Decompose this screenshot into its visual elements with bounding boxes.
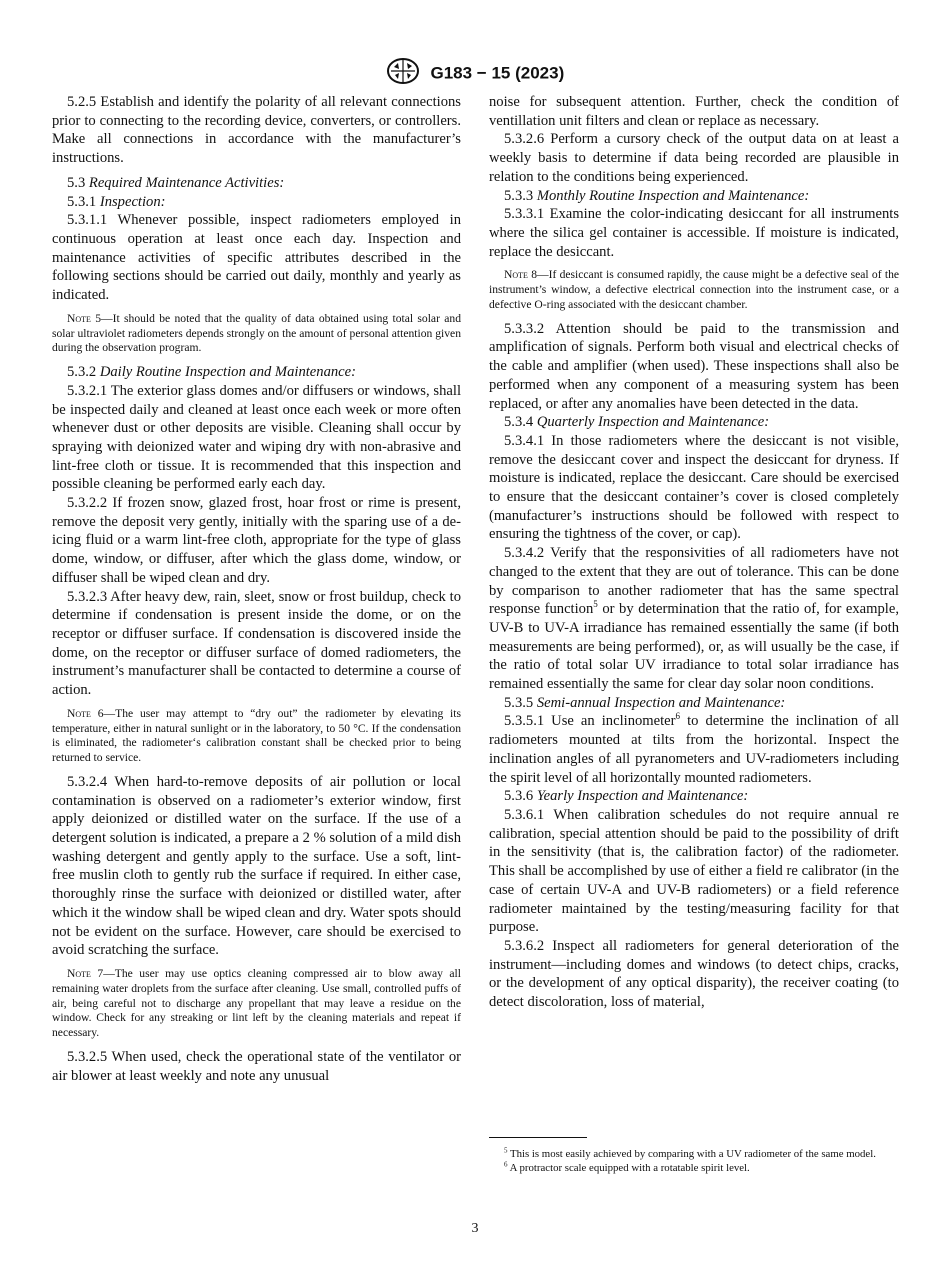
paragraph-5-3-2-4: 5.3.2.4 When hard-to-remove deposits of air pollution or local contamination is observed on a radiometer’s exterior window, first apply deionized or distilled water on the surface. If the use of a detergent solution is indicated, a prepare a 2 % solution of a mild dish washing detergent and gently apply to the surface. Use a soft, lint-free muslin cloth to gently rub the surface if required. In either case, thoroughly rinse the surface with deionized or distilled water, after which it the window shall be wiped clean and dry. Water spots should not be evident on the surface. However, care should be exercised to avoid scratching the surface. <box>52 773 461 959</box>
paragraph-5-3-2-5-continued: noise for subsequent attention. Further, check the condition of ventillation unit filters and clean or replace as necessary. <box>489 94 899 129</box>
footnote-ref-5: 5 <box>593 599 598 610</box>
paragraph-5-3-4-1: 5.3.4.1 In those radiometers where the desiccant is not visible, remove the desiccant cover and inspect the desiccant for dryness. If moisture is indicated, replace the desiccant. Care should be exercised to ensure that the desiccant container’s cover is closed completely (manufacturer’s instructions should be followed with respect to ensuring the tightness of the cover, or cap). <box>489 432 899 543</box>
paragraph-5-3-3-2: 5.3.3.2 Attention should be paid to the transmission and amplification of signals. Perform both visual and electrical checks of the cable and amplifier (when used). These inspections shall also be performed when any component of a measuring system has been replaced, or after any anomalies have been detected in the data. <box>489 320 899 412</box>
page-number: 3 <box>471 1221 479 1236</box>
footnote-divider <box>489 1137 587 1138</box>
paragraph-5-3-6-2: 5.3.6.2 Inspect all radiometers for general deterioration of the instrument—including domes and windows (to detect chips, cracks, or the development of any optical disparity), the receiver coating (to detect discoloration, loss of material, <box>489 937 899 1011</box>
left-column <box>52 93 461 1085</box>
paragraph-5-3-2-1: 5.3.2.1 The exterior glass domes and/or diffusers or windows, shall be inspected daily and cleaned at least once each week or more often whenever dust or other deposits are visible. Cleaning shall occur by spraying with deionized water and wiping dry with non-abrasive and lint-free cloth or tissue. It is recommended that this inspection and possible cleaning be performed early each day. <box>52 382 461 493</box>
note-5: Note 5—It should be noted that the quality of data obtained using total solar and solar ultraviolet radiometers depends strongly on the amount of personal attention given during the observation program. <box>52 311 461 355</box>
section-5-3-1-heading: 5.3.1 Inspection: <box>67 193 166 210</box>
section-5-3-2-heading: 5.3.2 Daily Routine Inspection and Maintenance: <box>67 364 356 381</box>
note-7: Note 7—The user may use optics cleaning compressed air to blow away all remaining water droplets from the surface after cleaning. Use small, controlled puffs of air, being careful not to discharge any propellant that may leave a residue on the window. Check for any streaking or lint left by the cleaning materials and repeat if necessary. <box>52 967 461 1040</box>
paragraph-5-2-5: 5.2.5 Establish and identify the polarity of all relevant connections prior to connecting to the recording device, converters, or controllers. Make all connections in accordance with the manufacturer’s instructions. <box>52 94 461 167</box>
note-6: Note 6—The user may attempt to “dry out” the radiometer by elevating its temperature, either in natural sunlight or in the laboratory, to 50 °C. If the condensation is eliminated, the radiometer‘s calibration constant shall be checked prior to being returned to service. <box>52 706 461 765</box>
paragraph-5-3-2-5: 5.3.2.5 When used, check the operational state of the ventilator or air blower at least weekly and note any unusual <box>52 1048 461 1084</box>
paragraph-5-3-2-6: 5.3.2.6 Perform a cursory check of the output data on at least a weekly basis to determine if data being recorded are plausible in relation to the conditions being experienced. <box>489 131 899 185</box>
paragraph-5-3-1-1: 5.3.1.1 Whenever possible, inspect radiometers employed in continuous operation at least once each day. Inspection and maintenance activities of specific attributes described in the following sections should be carried out daily, monthly and yearly as indicated. <box>52 212 461 304</box>
footnote-ref-6: 6 <box>675 711 681 722</box>
page-header <box>0 57 950 90</box>
paragraph-5-3-5-1: 5.3.5.1 Use an inclinometer$^6$ to determine the inclination of all radiometers mounted at tilts from the horizontal. Inspect the inclination angles of all pyranometers and UV-radiometers including the spirit level of all horizontally mounted radiometers. <box>489 711 899 786</box>
note-8: Note 8—If desiccant is consumed rapidly, the cause might be a defective seal of the instrument’s window, a defective electrical connection into the instrument case, or a defective O-ring associated with the desiccant chamber. <box>489 268 900 311</box>
footnote-6: $^6$ A protractor scale equipped with a rotatable spirit level. <box>504 1160 750 1174</box>
footnote-5: $^5$ This is most easily achieved by comparing with a UV radiometer of the same model. <box>504 1146 876 1160</box>
paragraph-5-3-4-2: 5.3.4.2 Verify that the responsivities of all radiometers have not changed to the extent that they are out of tolerance. This can be done by comparison to another radiometer that has the same spectral response function$^5$ or by determination that the ratio of, for example, UV-B to UV-A irradiance has remained essentially the same (if both measurements are being performed), or, as will usually be the case, if the ratio of total solar UV irradiance to total solar irradiance has remained essentially the same for clear day solar noon conditions. <box>489 545 899 693</box>
right-column <box>489 93 899 1012</box>
paragraph-5-3-6-1: 5.3.6.1 When calibration schedules do not require annual re calibration, special attention should be paid to the possibility of drift in the sensitivity (that is, the calibration factor) of the radiometer. This shall be accomplished by use of either a field re calibrator (in the case of certain UV-A and UV-B radiometers) or a field reference radiometer maintained by the testing/measuring facility for that purpose. <box>489 807 899 936</box>
paragraph-5-3-2-3: 5.3.2.3 After heavy dew, rain, sleet, snow or frost buildup, check to determine if condensation is present inside the dome, or on the receptor or diffuser surface. If condensation is discovered inside the dome, on the receptor or diffuser surface of domed radiometers, the instrument’s manufacturer shall be contacted to determine a course of action. <box>52 588 461 699</box>
section-5-3-5-heading: 5.3.5 Semi-annual Inspection and Maintenance: <box>504 694 786 711</box>
document-code: G183 − 15 (2023) <box>430 63 565 83</box>
astm-logo-icon <box>386 57 420 90</box>
section-5-3-heading: 5.3 Required Maintenance Activities: <box>67 174 285 191</box>
section-5-3-6-heading: 5.3.6 Yearly Inspection and Maintenance: <box>504 788 749 805</box>
footnotes <box>489 1148 899 1175</box>
paragraph-5-3-3-1: 5.3.3.1 Examine the color-indicating desiccant for all instruments where the silica gel container is accessible. If moisture is indicated, replace the desiccant. <box>489 206 899 260</box>
section-5-3-4-heading: 5.3.4 Quarterly Inspection and Maintenance: <box>504 414 770 431</box>
paragraph-5-3-2-2: 5.3.2.2 If frozen snow, glazed frost, hoar frost or rime is present, remove the deposit very gently, initially with the sparing use of a de-icing fluid or a warm lint-free cloth, appropriate for the type of glass dome, window, or diffuser, after which the glass dome, window, or diffuser shall be wiped clean and dry. <box>52 495 461 586</box>
section-5-3-3-heading: 5.3.3 Monthly Routine Inspection and Maintenance: <box>504 187 810 204</box>
